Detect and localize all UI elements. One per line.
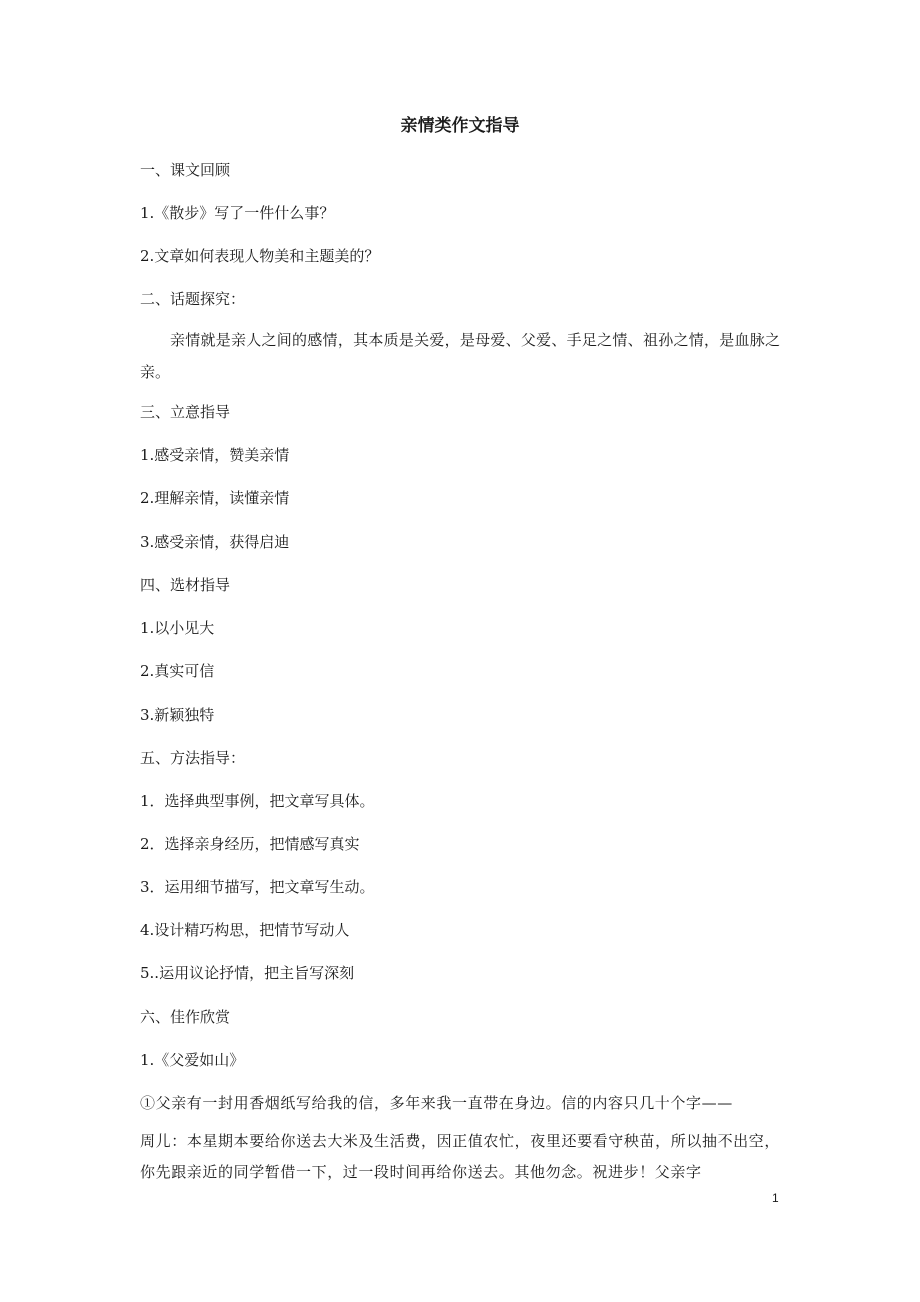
list-item: 1.以小见大 [140,619,215,637]
list-item: 2．选择亲身经历，把情感写真实 [140,835,360,853]
list-item: 3．运用细节描写，把文章写生动。 [140,878,375,896]
section-heading-theme: 三、立意指导 [140,403,231,421]
list-item: 1.《散步》写了一件什么事？ [140,204,335,222]
section-heading-examples: 六、佳作欣赏 [140,1008,231,1026]
topic-paragraph: 亲情就是亲人之间的感情，其本质是关爱，是母爱、父爱、手足之情、祖孙之情，是血脉之亲。 [140,331,780,381]
list-item: 5..运用议论抒情，把主旨写深刻 [140,964,355,982]
list-item: 2.真实可信 [140,662,215,680]
essay-title: 1.《父爱如山》 [140,1051,245,1069]
section-heading-method: 五、方法指导： [140,749,246,767]
list-item: 2.文章如何表现人物美和主题美的？ [140,247,380,265]
section-heading-review: 一、课文回顾 [140,161,231,179]
list-item: 1.感受亲情，赞美亲情 [140,446,290,464]
section-heading-material: 四、选材指导 [140,576,231,594]
list-item: 4.设计精巧构思，把情节写动人 [140,921,350,939]
essay-paragraph: 周儿：本星期本要给你送去大米及生活费，因正值农忙，夜里还要看守秧苗，所以抽不出空，你先跟亲近的同学暂借一下，过一段时间再给你送去。其他勿念。祝进步！父亲字 [140,1132,780,1181]
list-item: 1．选择典型事例，把文章写具体。 [140,792,375,810]
list-item: 2.理解亲情，读懂亲情 [140,489,290,507]
list-item: 3.感受亲情，获得启迪 [140,533,290,551]
essay-line: ①父亲有一封用香烟纸写给我的信，多年来我一直带在身边。信的内容只几十个字—— [140,1094,733,1112]
section-heading-topic: 二、话题探究： [140,290,246,308]
list-item: 3.新颖独特 [140,706,215,724]
document-title: 亲情类作文指导 [400,116,520,136]
page-number: 1 [772,1191,779,1205]
